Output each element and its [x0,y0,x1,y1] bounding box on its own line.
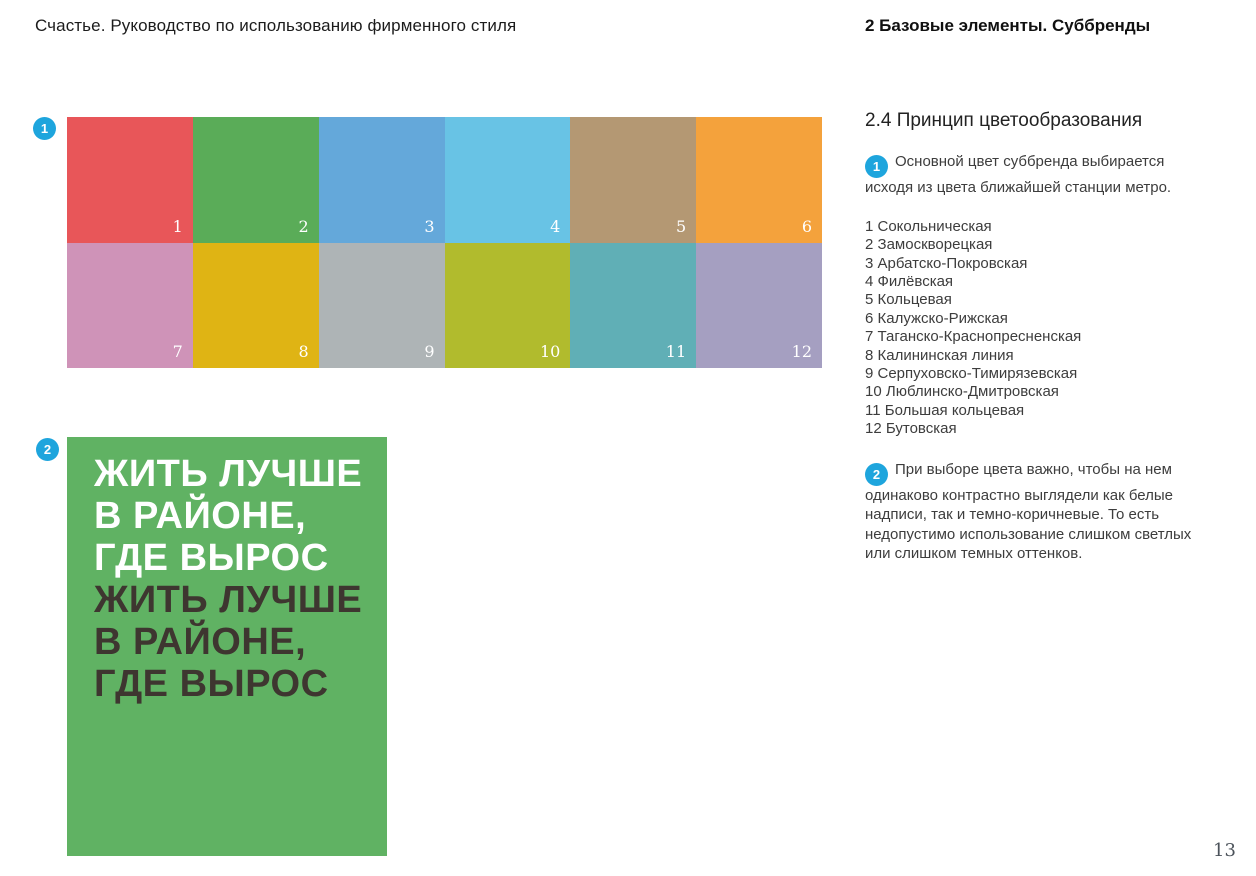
tile-number: 4 [550,217,561,236]
color-tile-6 [696,117,822,243]
tile-number: 7 [172,342,183,361]
note-1-badge: 1 [865,155,888,178]
annotation-badge-1: 1 [33,117,56,140]
tile-number: 10 [539,342,561,361]
poster-headline-dark-line: В РАЙОНЕ, [94,621,307,663]
color-tile-12 [696,243,822,368]
tile-number: 1 [172,217,183,236]
tile-number: 11 [665,342,687,361]
color-tile-8 [193,243,319,368]
tile-number: 9 [424,342,435,361]
metro-line-item: 3 Арбатско-Покровская [865,254,1028,272]
poster-headline-dark-line: ЖИТЬ ЛУЧШЕ [94,579,363,621]
tile-number: 6 [801,217,812,236]
tile-number: 2 [298,217,309,236]
color-tile-10 [445,243,571,368]
tile-number: 8 [298,342,309,361]
metro-color-palette [67,117,822,368]
metro-line-item: 2 Замоскворецкая [865,236,993,254]
note-2-badge: 2 [865,463,888,486]
color-tile-2 [193,117,319,243]
metro-line-item: 8 Калининская линия [865,346,1014,364]
metro-line-item: 6 Калужско-Рижская [865,309,1008,327]
color-tile-5 [570,117,696,243]
color-tile-1 [67,117,193,243]
color-tile-4 [445,117,571,243]
note-2-text: При выборе цвета важно, чтобы на нем одинаково контрастно выглядели как белые надписи, так и темно-коричневые. То есть недопустимо использование слишком светлых или слишком темных оттенков. [865,460,1192,563]
color-tile-11 [570,243,696,368]
poster-block [67,437,387,856]
note-1-text: Основной цвет суббренда выбирается исходя из цвета ближайшей станции метро. [865,153,1172,197]
color-tile-9 [319,243,445,368]
poster-headline-dark-line: ГДЕ ВЫРОС [94,663,329,705]
color-tile-3 [319,117,445,243]
tile-number: 5 [675,217,687,236]
metro-line-item: 10 Люблинско-Дмитровская [865,383,1059,401]
poster-headline-white-line: ЖИТЬ ЛУЧШЕ [94,453,363,495]
poster-headline-white-line: ГДЕ ВЫРОС [94,537,329,579]
metro-line-item: 4 Филёвская [865,272,954,290]
metro-line-item: 7 Таганско-Краснопресненская [865,328,1082,346]
tile-number: 3 [424,217,435,236]
page-number: 13 [1213,840,1236,861]
document-title: Счастье. Руководство по использованию фирменного стиля [35,16,517,35]
color-tile-7 [67,243,193,368]
tile-number: 12 [791,342,812,361]
metro-line-item: 12 Бутовская [865,420,957,438]
annotation-badge-2: 2 [36,438,59,461]
sidebar-notes [865,110,1215,564]
metro-line-list [865,218,1215,439]
note-1 [865,152,1195,198]
metro-line-item: 11 Большая кольцевая [865,401,1025,419]
metro-line-item: 9 Серпуховско-Тимирязевская [865,365,1078,382]
poster-headline-white-line: В РАЙОНЕ, [94,495,307,537]
section-header: 2 Базовые элементы. Суббренды [865,16,1151,35]
note-2 [865,460,1210,564]
section-title: 2.4 Принцип цветообразования [865,110,1143,131]
metro-line-item: 5 Кольцевая [865,291,952,309]
metro-line-item: 1 Сокольническая [865,217,992,235]
